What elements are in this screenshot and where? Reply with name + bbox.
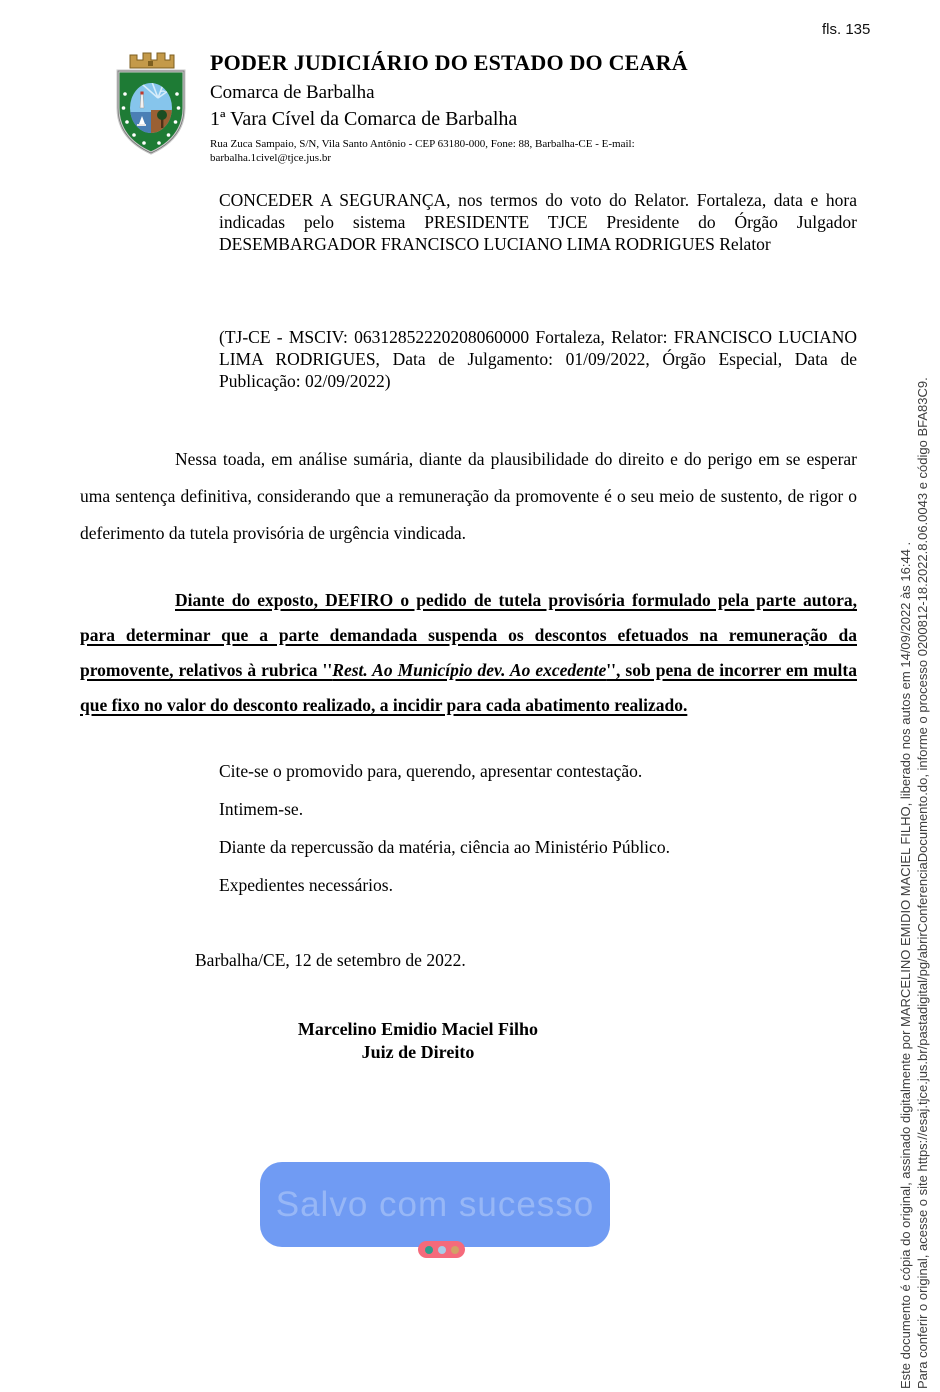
comarca-subtitle: Comarca de Barbalha	[210, 82, 375, 103]
order-expedientes: Expedientes necessários.	[219, 875, 393, 895]
letterhead	[210, 50, 870, 165]
address-line-1: Rua Zuca Sampaio, S/N, Vila Santo Antônio - CEP 63180-000, Fone: 88, Barbalha-CE - E-mail:	[210, 138, 635, 150]
orders-block	[219, 752, 859, 904]
signature-info-line: Este documento é cópia do original, assinado digitalmente por MARCELINO EMIDIO MACIEL FILHO, liberado nos autos em 14/09/2022 às 16:44 .	[898, 541, 913, 1389]
order-intimemse: Intimem-se.	[219, 799, 304, 819]
quote-conceder-seguranca: CONCEDER A SEGURANÇA, nos termos do voto do Relator. Fortaleza, data e hora indicadas pelo sistema PRESIDENTE TJCE Presidente do Órgão Julgador DESEMBARGADOR FRANCISCO LUCIANO LIMA RODRIGUES Relator	[219, 190, 857, 254]
decision-text-1: Diante do exposto, DEFIRO o pedido de tutela provisória formulado pela parte autora, para determinar que a parte demandada suspenda os descontos efetuados na remuneração da promovente, relativos à rubrica ''	[80, 590, 857, 680]
digital-signature-sidebar	[897, 0, 937, 1392]
dateline: Barbalha/CE, 12 de setembro de 2022.	[195, 950, 466, 970]
ceara-coat-of-arms-logo	[106, 46, 196, 160]
verification-info-line: Para conferir o original, acesse o site https://esaj.tjce.jus.br/pastadigital/pg/abrirConferenciaDocumento.do, informe o processo 0200812-18.2022.8.06.0043 e código BFA83C9.	[915, 377, 930, 1389]
dot-indicator-2[interactable]	[438, 1246, 446, 1254]
paragraph-decision	[80, 583, 857, 723]
judge-name: Marcelino Emidio Maciel Filho	[297, 1019, 539, 1039]
decision-rubric-italic: Rest. Ao Município dev. Ao excedente	[332, 660, 607, 680]
paragraph-nessa-toada: Nessa toada, em análise sumária, diante da plausibilidade do direito e do perigo em se esperar uma sentença definitiva, considerando que a remuneração da promovente é o seu meio de sustento, de rigor o deferimento da tutela provisória de urgência vindicada.	[80, 449, 857, 543]
order-ministerio-publico: Diante da repercussão da matéria, ciência ao Ministério Público.	[219, 837, 670, 857]
quote-tjce-reference: (TJ-CE - MSCIV: 06312852220208060000 Fortaleza, Relator: FRANCISCO LUCIANO LIMA RODRIGUES, Data de Julgamento: 01/09/2022, Órgão Especial, Data de Publicação: 02/09/2022)	[219, 327, 857, 391]
decision-text-2: '', sob pena de incorrer em multa que fixo no valor do desconto realizado, a incidir para cada abatimento realizado.	[80, 660, 857, 715]
court-title: PODER JUDICIÁRIO DO ESTADO DO CEARÁ	[210, 50, 688, 75]
judge-title: Juiz de Direito	[361, 1042, 475, 1062]
toast-message: Salvo com sucesso	[275, 1184, 595, 1224]
save-success-toast	[260, 1162, 610, 1247]
signature-block	[268, 1018, 568, 1064]
court-address	[210, 137, 870, 165]
vara-subtitle: 1ª Vara Cível da Comarca de Barbalha	[210, 108, 518, 130]
order-citese: Cite-se o promovido para, querendo, apresentar contestação.	[219, 761, 643, 781]
address-line-2: barbalha.1civel@tjce.jus.br	[210, 152, 331, 164]
dot-indicator-1[interactable]	[425, 1246, 433, 1254]
page-dots-widget[interactable]	[418, 1241, 465, 1258]
dot-indicator-3[interactable]	[451, 1246, 459, 1254]
folio-number: fls. 135	[822, 21, 871, 38]
